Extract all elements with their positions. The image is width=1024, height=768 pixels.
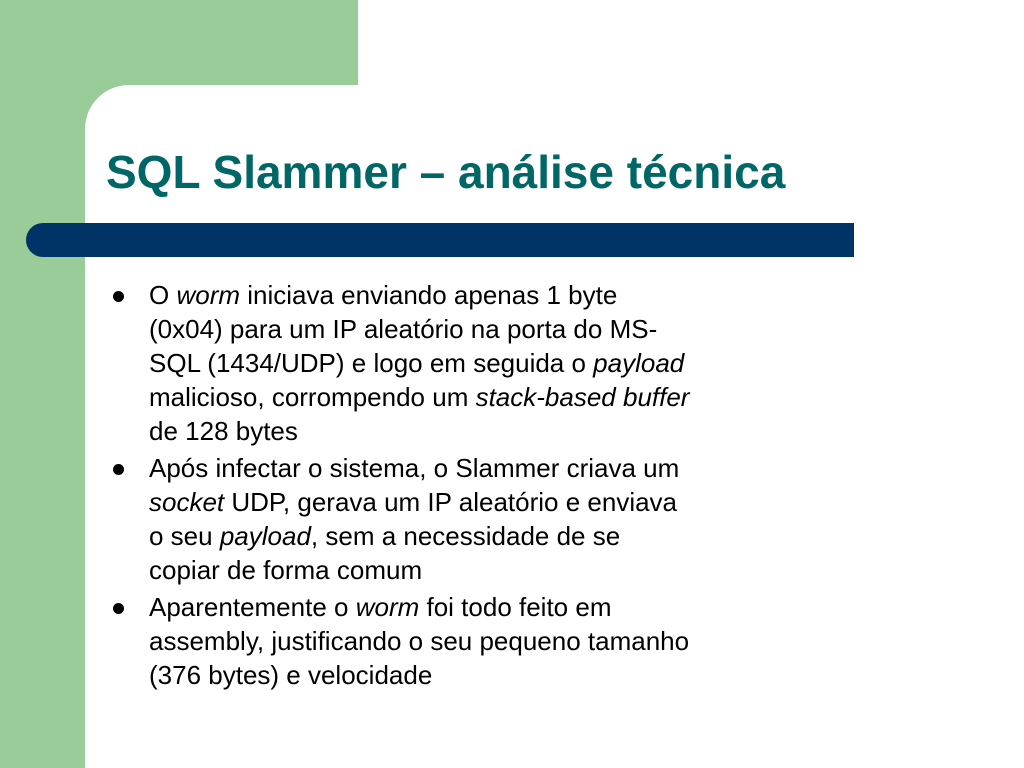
bullet-text: assembly, justificando o seu pequeno tamanho: [149, 626, 690, 656]
bullet-text: (0x04) para um IP aleatório na porta do MS-: [149, 314, 658, 344]
bullet-line: [149, 519, 813, 553]
bullet-text: iniciava enviando apenas 1 byte: [240, 280, 618, 310]
bullet-text: malicioso, corrompendo um: [149, 382, 476, 412]
bullet-text: SQL (1434/UDP) e logo em seguida o: [149, 348, 594, 378]
bullet-line: [149, 278, 813, 312]
bullet-item: [113, 451, 813, 587]
bullet-text: de 128 bytes: [149, 416, 298, 446]
bullet-text: o seu: [149, 521, 220, 551]
bullet-text: , sem a necessidade de se: [310, 521, 621, 551]
italic-term: worm: [355, 592, 420, 622]
bullet-text: UDP, gerava um IP aleatório e enviava: [224, 487, 678, 517]
bullet-text: Após infectar o sistema, o Slammer criava um: [149, 453, 680, 483]
bullet-line: [149, 590, 813, 624]
bullet-item: [113, 278, 813, 448]
bullet-list: [113, 278, 813, 695]
italic-term: payload: [219, 521, 311, 551]
bullet-line: [149, 346, 813, 380]
italic-term: stack-based buffer: [475, 382, 690, 412]
title-underline-bar: [26, 223, 854, 257]
bullet-dot-icon: [113, 291, 124, 302]
bullet-text: Aparentemente o: [149, 592, 356, 622]
italic-term: payload: [593, 348, 685, 378]
bullet-line: [149, 658, 813, 692]
bullet-text: foi todo feito em: [419, 592, 612, 622]
italic-term: worm: [176, 280, 241, 310]
bullet-line: [149, 485, 813, 519]
slide-title: SQL Slammer – análise técnica: [106, 146, 786, 198]
bullet-line: [149, 380, 813, 414]
bullet-dot-icon: [113, 603, 124, 614]
bullet-line: [149, 553, 813, 587]
bullet-line: [149, 624, 813, 658]
bullet-text: copiar de forma comum: [149, 555, 423, 585]
bullet-item: [113, 590, 813, 692]
bullet-line: [149, 414, 813, 448]
bullet-line: [149, 451, 813, 485]
bullet-text: O: [149, 280, 177, 310]
bullet-line: [149, 312, 813, 346]
bullet-dot-icon: [113, 464, 124, 475]
bullet-text: (376 bytes) e velocidade: [149, 660, 433, 690]
italic-term: socket: [149, 487, 225, 517]
